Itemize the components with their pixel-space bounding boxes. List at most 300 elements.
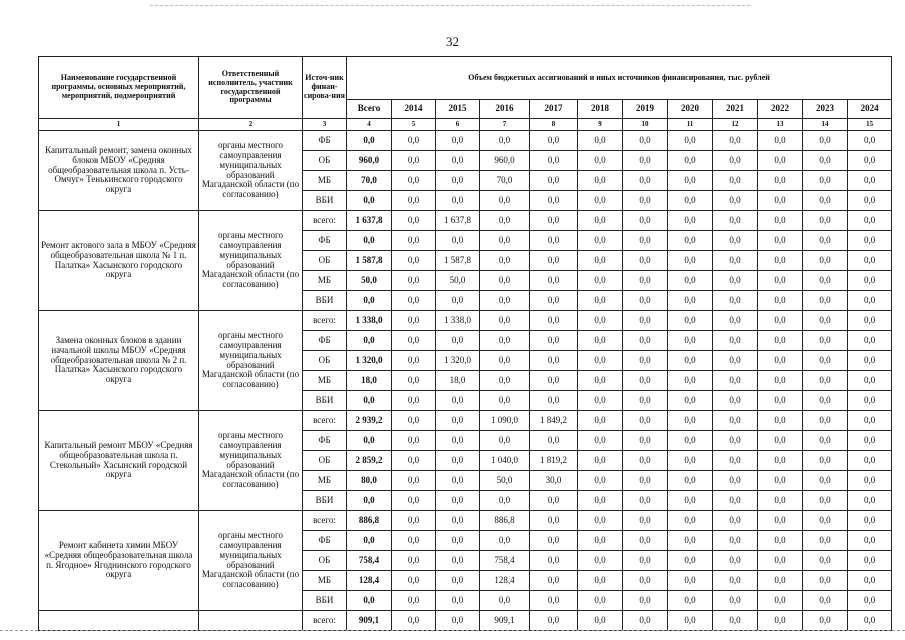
- total-value: 2 939,2: [347, 411, 392, 431]
- year-value: 0,0: [713, 291, 758, 311]
- year-value: 0,0: [848, 251, 892, 271]
- year-value: 0,0: [530, 391, 578, 411]
- header-year: 2021: [713, 100, 758, 119]
- responsible-executor: органы местного самоуправления муниципальных образований Магаданской области (по согласованию): [199, 211, 303, 311]
- year-value: 0,0: [530, 211, 578, 231]
- year-value: 0,0: [848, 231, 892, 251]
- year-value: 0,0: [623, 351, 668, 371]
- year-value: 0,0: [578, 371, 623, 391]
- year-value: 0,0: [436, 531, 480, 551]
- year-value: 0,0: [803, 431, 848, 451]
- year-value: 0,0: [623, 331, 668, 351]
- year-value: 0,0: [623, 171, 668, 191]
- year-value: 758,4: [480, 551, 530, 571]
- year-value: 0,0: [713, 231, 758, 251]
- column-number: 15: [848, 119, 892, 131]
- funding-source: МБ: [303, 271, 347, 291]
- year-value: 50,0: [436, 271, 480, 291]
- year-value: 0,0: [758, 371, 803, 391]
- year-value: 0,0: [530, 131, 578, 151]
- year-value: 0,0: [392, 331, 436, 351]
- year-value: 0,0: [758, 311, 803, 331]
- year-value: 0,0: [623, 451, 668, 471]
- year-value: 0,0: [578, 171, 623, 191]
- year-value: 0,0: [530, 231, 578, 251]
- total-value: 1 320,0: [347, 351, 392, 371]
- total-value: 1 637,8: [347, 211, 392, 231]
- page-number: 32: [446, 34, 459, 49]
- year-value: 70,0: [480, 171, 530, 191]
- year-value: 0,0: [436, 391, 480, 411]
- total-value: 886,8: [347, 511, 392, 531]
- total-value: 758,4: [347, 551, 392, 571]
- year-value: 0,0: [803, 251, 848, 271]
- year-value: 0,0: [623, 251, 668, 271]
- year-value: 0,0: [530, 611, 578, 631]
- year-value: 0,0: [803, 451, 848, 471]
- year-value: 0,0: [436, 331, 480, 351]
- total-value: 1 338,0: [347, 311, 392, 331]
- year-value: 0,0: [668, 571, 713, 591]
- year-value: 0,0: [392, 451, 436, 471]
- year-value: 0,0: [758, 611, 803, 631]
- year-value: 1 849,2: [530, 411, 578, 431]
- year-value: 0,0: [668, 371, 713, 391]
- total-value: 0,0: [347, 331, 392, 351]
- year-value: 0,0: [392, 191, 436, 211]
- funding-source: всего:: [303, 411, 347, 431]
- year-value: 0,0: [623, 431, 668, 451]
- year-value: 0,0: [623, 311, 668, 331]
- year-value: 0,0: [668, 191, 713, 211]
- year-value: 0,0: [713, 511, 758, 531]
- year-value: 0,0: [668, 451, 713, 471]
- year-value: 0,0: [578, 231, 623, 251]
- year-value: 0,0: [803, 571, 848, 591]
- year-value: 0,0: [480, 291, 530, 311]
- year-value: 0,0: [848, 611, 892, 631]
- funding-source: ВБИ: [303, 291, 347, 311]
- year-value: 0,0: [436, 451, 480, 471]
- year-value: 0,0: [803, 491, 848, 511]
- header-source: Источ-ник финан-сирова-ния: [303, 57, 347, 119]
- responsible-executor: органы местного самоуправления муниципальных образований Магаданской области (по согласованию): [199, 131, 303, 211]
- measure-name: Ремонт кабинета химии МБОУ «Средняя общеобразовательная школа п. Ягодное» Ягоднинского городского округа: [39, 511, 199, 611]
- funding-source: всего:: [303, 311, 347, 331]
- year-value: 0,0: [848, 591, 892, 611]
- year-value: 0,0: [392, 511, 436, 531]
- year-value: 0,0: [623, 611, 668, 631]
- year-value: 0,0: [713, 351, 758, 371]
- year-value: 0,0: [578, 311, 623, 331]
- year-value: 0,0: [758, 431, 803, 451]
- funding-source: МБ: [303, 371, 347, 391]
- year-value: 0,0: [578, 331, 623, 351]
- year-value: 0,0: [803, 311, 848, 331]
- year-value: 0,0: [578, 491, 623, 511]
- total-value: 0,0: [347, 291, 392, 311]
- header-year: 2023: [803, 100, 848, 119]
- measure-name: [39, 611, 199, 631]
- year-value: 0,0: [392, 591, 436, 611]
- year-value: 0,0: [713, 251, 758, 271]
- year-value: 0,0: [392, 611, 436, 631]
- year-value: 0,0: [803, 331, 848, 351]
- year-value: 0,0: [530, 571, 578, 591]
- year-value: 0,0: [803, 131, 848, 151]
- year-value: 0,0: [848, 411, 892, 431]
- year-value: 0,0: [758, 571, 803, 591]
- year-value: 0,0: [758, 171, 803, 191]
- funding-source: ОБ: [303, 151, 347, 171]
- year-value: 0,0: [803, 591, 848, 611]
- year-value: 0,0: [623, 591, 668, 611]
- funding-source: ВБИ: [303, 391, 347, 411]
- column-number: 9: [578, 119, 623, 131]
- year-value: 0,0: [758, 231, 803, 251]
- year-value: 0,0: [848, 291, 892, 311]
- year-value: 0,0: [436, 231, 480, 251]
- year-value: 0,0: [392, 351, 436, 371]
- year-value: 0,0: [803, 391, 848, 411]
- year-value: 0,0: [392, 291, 436, 311]
- year-value: 1 090,0: [480, 411, 530, 431]
- year-value: 0,0: [668, 271, 713, 291]
- year-value: 0,0: [578, 431, 623, 451]
- year-value: 0,0: [436, 491, 480, 511]
- year-value: 886,8: [480, 511, 530, 531]
- responsible-executor: органы местного самоуправления муниципальных образований Магаданской области (по согласованию): [199, 511, 303, 611]
- column-number: 11: [668, 119, 713, 131]
- year-value: 0,0: [392, 231, 436, 251]
- year-value: 0,0: [803, 611, 848, 631]
- year-value: 0,0: [392, 251, 436, 271]
- year-value: 0,0: [803, 371, 848, 391]
- year-value: 0,0: [623, 151, 668, 171]
- year-value: 0,0: [848, 171, 892, 191]
- year-value: 0,0: [436, 411, 480, 431]
- budget-table-wrapper: [38, 56, 891, 631]
- column-number: 7: [480, 119, 530, 131]
- funding-source: ФБ: [303, 431, 347, 451]
- year-value: 0,0: [436, 291, 480, 311]
- year-value: 960,0: [480, 151, 530, 171]
- table-row: [39, 511, 892, 531]
- year-value: 0,0: [392, 431, 436, 451]
- year-value: 0,0: [668, 391, 713, 411]
- year-value: 0,0: [530, 431, 578, 451]
- year-value: 0,0: [713, 431, 758, 451]
- year-value: 0,0: [848, 471, 892, 491]
- total-value: 70,0: [347, 171, 392, 191]
- year-value: 0,0: [848, 571, 892, 591]
- total-value: 0,0: [347, 431, 392, 451]
- year-value: 0,0: [758, 471, 803, 491]
- year-value: 0,0: [530, 371, 578, 391]
- year-value: 0,0: [392, 131, 436, 151]
- year-value: 1 819,2: [530, 451, 578, 471]
- year-value: 0,0: [578, 511, 623, 531]
- year-value: 0,0: [848, 151, 892, 171]
- year-value: 0,0: [713, 471, 758, 491]
- year-value: 0,0: [480, 131, 530, 151]
- year-value: 0,0: [758, 271, 803, 291]
- total-value: 0,0: [347, 591, 392, 611]
- year-value: 0,0: [713, 371, 758, 391]
- year-value: 1 320,0: [436, 351, 480, 371]
- year-value: 0,0: [530, 351, 578, 371]
- year-value: 0,0: [623, 271, 668, 291]
- year-value: 0,0: [758, 531, 803, 551]
- year-value: 0,0: [803, 271, 848, 291]
- year-value: 0,0: [392, 471, 436, 491]
- year-value: 0,0: [480, 251, 530, 271]
- column-number: 13: [758, 119, 803, 131]
- year-value: 0,0: [803, 531, 848, 551]
- year-value: 0,0: [480, 351, 530, 371]
- year-value: 0,0: [713, 211, 758, 231]
- year-value: 0,0: [713, 131, 758, 151]
- year-value: 0,0: [530, 511, 578, 531]
- header-program-name: Наименование государственной программы, основных мероприятий, мероприятий, подмероприятий: [39, 57, 199, 119]
- year-value: 0,0: [578, 571, 623, 591]
- year-value: 0,0: [578, 411, 623, 431]
- header-year: 2015: [436, 100, 480, 119]
- year-value: 0,0: [578, 191, 623, 211]
- column-number: 2: [199, 119, 303, 131]
- year-value: 0,0: [758, 151, 803, 171]
- total-value: 0,0: [347, 391, 392, 411]
- year-value: 0,0: [578, 391, 623, 411]
- funding-source: ВБИ: [303, 491, 347, 511]
- year-value: 0,0: [668, 331, 713, 351]
- table-row: [39, 211, 892, 231]
- funding-source: МБ: [303, 171, 347, 191]
- year-value: 0,0: [848, 351, 892, 371]
- year-value: 0,0: [848, 451, 892, 471]
- year-value: 0,0: [713, 571, 758, 591]
- header-total: Всего: [347, 100, 392, 119]
- year-value: 0,0: [668, 431, 713, 451]
- year-value: 0,0: [578, 131, 623, 151]
- header-year: 2016: [480, 100, 530, 119]
- year-value: 0,0: [392, 391, 436, 411]
- year-value: 0,0: [530, 551, 578, 571]
- year-value: 0,0: [713, 491, 758, 511]
- year-value: 0,0: [480, 191, 530, 211]
- column-number: 4: [347, 119, 392, 131]
- total-value: 128,4: [347, 571, 392, 591]
- year-value: 0,0: [436, 591, 480, 611]
- year-value: 0,0: [578, 351, 623, 371]
- year-value: 0,0: [623, 391, 668, 411]
- responsible-executor: органы местного самоуправления муниципальных образований Магаданской области (по согласованию): [199, 411, 303, 511]
- year-value: 0,0: [530, 331, 578, 351]
- year-value: 0,0: [480, 591, 530, 611]
- year-value: 0,0: [713, 171, 758, 191]
- year-value: 0,0: [436, 131, 480, 151]
- year-value: 0,0: [480, 271, 530, 291]
- year-value: 0,0: [803, 471, 848, 491]
- year-value: 0,0: [668, 211, 713, 231]
- total-value: 909,1: [347, 611, 392, 631]
- year-value: 0,0: [480, 311, 530, 331]
- year-value: 0,0: [848, 271, 892, 291]
- year-value: 0,0: [758, 251, 803, 271]
- year-value: 0,0: [436, 471, 480, 491]
- year-value: 128,4: [480, 571, 530, 591]
- table-row: [39, 131, 892, 151]
- year-value: 0,0: [848, 191, 892, 211]
- funding-source: ВБИ: [303, 591, 347, 611]
- year-value: 0,0: [713, 451, 758, 471]
- year-value: 0,0: [392, 211, 436, 231]
- year-value: 0,0: [530, 191, 578, 211]
- table-row: [39, 311, 892, 331]
- total-value: 960,0: [347, 151, 392, 171]
- year-value: 0,0: [758, 411, 803, 431]
- year-value: 0,0: [803, 291, 848, 311]
- year-value: 0,0: [436, 431, 480, 451]
- year-value: 0,0: [803, 511, 848, 531]
- table-row: [39, 611, 892, 631]
- year-value: 0,0: [848, 491, 892, 511]
- year-value: 0,0: [436, 191, 480, 211]
- year-value: 0,0: [578, 531, 623, 551]
- year-value: 0,0: [758, 351, 803, 371]
- funding-source: ОБ: [303, 451, 347, 471]
- year-value: 0,0: [623, 231, 668, 251]
- year-value: 0,0: [578, 591, 623, 611]
- year-value: 0,0: [392, 491, 436, 511]
- column-number: 5: [392, 119, 436, 131]
- year-value: 0,0: [530, 531, 578, 551]
- year-value: 0,0: [668, 511, 713, 531]
- year-value: 0,0: [623, 191, 668, 211]
- funding-source: всего:: [303, 211, 347, 231]
- year-value: 0,0: [530, 171, 578, 191]
- year-value: 0,0: [848, 211, 892, 231]
- year-value: 0,0: [803, 551, 848, 571]
- year-value: 0,0: [758, 331, 803, 351]
- year-value: 0,0: [668, 131, 713, 151]
- header-year: 2018: [578, 100, 623, 119]
- column-number: 8: [530, 119, 578, 131]
- year-value: 0,0: [578, 291, 623, 311]
- total-value: 0,0: [347, 131, 392, 151]
- year-value: 0,0: [623, 291, 668, 311]
- year-value: 0,0: [578, 551, 623, 571]
- budget-table: [38, 56, 892, 631]
- year-value: 0,0: [758, 491, 803, 511]
- year-value: 0,0: [436, 151, 480, 171]
- header-year: 2019: [623, 100, 668, 119]
- year-value: 0,0: [848, 531, 892, 551]
- year-value: 0,0: [803, 191, 848, 211]
- column-number: 14: [803, 119, 848, 131]
- year-value: 0,0: [480, 371, 530, 391]
- responsible-executor: органы местного самоуправления муниципальных образований Магаданской области (по согласованию): [199, 311, 303, 411]
- year-value: 0,0: [668, 311, 713, 331]
- year-value: 0,0: [578, 151, 623, 171]
- year-value: 0,0: [436, 551, 480, 571]
- year-value: 0,0: [758, 291, 803, 311]
- year-value: 0,0: [530, 151, 578, 171]
- year-value: 0,0: [758, 451, 803, 471]
- year-value: 0,0: [848, 331, 892, 351]
- year-value: 0,0: [803, 231, 848, 251]
- year-value: 0,0: [848, 511, 892, 531]
- year-value: 0,0: [848, 131, 892, 151]
- year-value: 0,0: [713, 151, 758, 171]
- year-value: 0,0: [623, 571, 668, 591]
- total-value: 1 587,8: [347, 251, 392, 271]
- year-value: 0,0: [436, 171, 480, 191]
- year-value: 0,0: [758, 131, 803, 151]
- header-year: 2017: [530, 100, 578, 119]
- column-number: 3: [303, 119, 347, 131]
- year-value: 0,0: [668, 291, 713, 311]
- year-value: 0,0: [392, 571, 436, 591]
- year-value: 0,0: [758, 511, 803, 531]
- funding-source: ВБИ: [303, 191, 347, 211]
- year-value: 0,0: [668, 231, 713, 251]
- funding-source: ФБ: [303, 331, 347, 351]
- funding-source: МБ: [303, 471, 347, 491]
- funding-source: ФБ: [303, 531, 347, 551]
- column-number: 1: [39, 119, 199, 131]
- year-value: 0,0: [392, 531, 436, 551]
- year-value: 0,0: [803, 151, 848, 171]
- year-value: 0,0: [713, 271, 758, 291]
- year-value: 0,0: [668, 151, 713, 171]
- year-value: 0,0: [713, 311, 758, 331]
- total-value: 50,0: [347, 271, 392, 291]
- measure-name: Замена оконных блоков в здании начальной школы МБОУ «Средняя общеобразовательная школа № 2 п. Палатка» Хасынского городского округа: [39, 311, 199, 411]
- funding-source: всего:: [303, 511, 347, 531]
- year-value: 0,0: [578, 471, 623, 491]
- year-value: 0,0: [392, 271, 436, 291]
- year-value: 0,0: [623, 491, 668, 511]
- year-value: 0,0: [578, 451, 623, 471]
- total-value: 0,0: [347, 231, 392, 251]
- year-value: 0,0: [578, 251, 623, 271]
- total-value: 80,0: [347, 471, 392, 491]
- year-value: 0,0: [530, 291, 578, 311]
- funding-source: ФБ: [303, 231, 347, 251]
- year-value: 0,0: [623, 371, 668, 391]
- year-value: 0,0: [530, 491, 578, 511]
- year-value: 0,0: [480, 391, 530, 411]
- header-responsible: Ответственный исполнитель, участник государственной программы: [199, 57, 303, 119]
- year-value: 0,0: [758, 591, 803, 611]
- year-value: 0,0: [668, 551, 713, 571]
- year-value: 0,0: [480, 211, 530, 231]
- year-value: 0,0: [668, 171, 713, 191]
- year-value: 0,0: [480, 431, 530, 451]
- year-value: 0,0: [668, 531, 713, 551]
- total-value: 18,0: [347, 371, 392, 391]
- funding-source: ФБ: [303, 131, 347, 151]
- year-value: 0,0: [713, 551, 758, 571]
- year-value: 0,0: [803, 211, 848, 231]
- year-value: 0,0: [848, 391, 892, 411]
- header-column-numbers: [39, 119, 892, 131]
- year-value: 0,0: [623, 471, 668, 491]
- year-value: 0,0: [480, 231, 530, 251]
- responsible-executor: [199, 611, 303, 631]
- year-value: 0,0: [848, 311, 892, 331]
